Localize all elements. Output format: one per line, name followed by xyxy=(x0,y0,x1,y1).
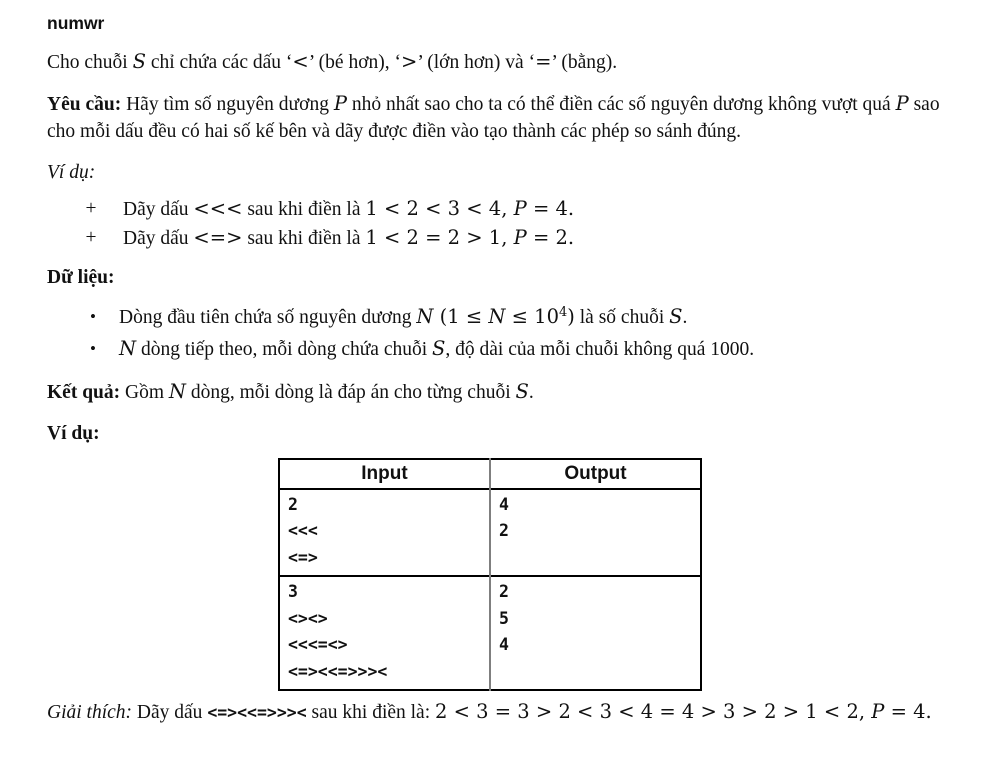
output-cell xyxy=(490,576,701,690)
code-line: <=><<=>>>< xyxy=(288,661,388,681)
table-row xyxy=(279,576,701,690)
explanation-paragraph: Giải thích: Dãy dấu <=><<=>>>< sau khi điền là: 2 < 3 = 3 > 2 < 3 < 4 = 4 > 3 > 2 > 1 < 2, P = 4. xyxy=(47,700,932,723)
list-item-text: Dãy dấu <<< sau khi điền là 1 < 2 < 3 < 4, P = 4. xyxy=(123,197,575,220)
list-item-text: N dòng tiếp theo, mỗi dòng chứa chuỗi S, độ dài của mỗi chuỗi không quá 1000. xyxy=(119,337,755,360)
bullet-marker: • xyxy=(90,307,96,326)
list-item xyxy=(47,195,944,224)
code-line: 4 xyxy=(499,635,509,654)
inline-example-list xyxy=(47,195,944,252)
code-line: 5 xyxy=(499,608,509,628)
data-bullet-list xyxy=(47,302,944,364)
problem-title: numwr xyxy=(47,13,105,33)
example-table xyxy=(278,458,702,692)
code-line: 2 xyxy=(288,494,298,514)
code-line: <=> xyxy=(288,547,318,567)
data-section-label: Dữ liệu: xyxy=(47,267,115,288)
code-line: 2 xyxy=(499,521,509,540)
input-cell xyxy=(279,489,490,577)
result-paragraph: Kết quả: Gồm N dòng, mỗi dòng là đáp án cho từng chuỗi S. xyxy=(47,380,534,403)
plus-marker: + xyxy=(85,198,97,219)
input-cell xyxy=(279,576,490,690)
bullet-marker: • xyxy=(90,339,96,358)
list-item-text: Dãy dấu <=> sau khi điền là 1 < 2 = 2 > 1, P = 2. xyxy=(123,225,575,249)
intro-paragraph: Cho chuỗi S chỉ chứa các dấu ‘<’ (bé hơn), ‘>’ (lớn hơn) và ‘=’ (bằng). xyxy=(47,50,618,73)
table-row xyxy=(279,489,701,577)
plus-marker: + xyxy=(85,226,97,248)
code-line: 3 xyxy=(288,582,298,601)
example-section-label: Ví dụ: xyxy=(47,422,100,444)
code-line: <><> xyxy=(288,608,328,628)
list-item-text: Dòng đầu tiên chứa số nguyên dương N $(1 \le N \le 10^4)$ là số chuỗi S. xyxy=(119,305,688,328)
table-header-row xyxy=(279,459,701,489)
table-header-input: Input xyxy=(361,462,408,484)
table-header-output: Output xyxy=(490,459,701,489)
code-line: 2 xyxy=(499,582,509,601)
list-item xyxy=(47,334,944,364)
code-line: <<<=<> xyxy=(288,635,348,654)
code-line: <<< xyxy=(288,521,318,540)
code-line: 4 xyxy=(499,494,509,514)
requirement-paragraph: Yêu cầu: Hãy tìm số nguyên dương P nhỏ nhất sao cho ta có thể điền các số nguyên dương không vượt quá P sao cho mỗi dấu đều có hai số kế bên và dãy được điền vào tạo thành các phép so sánh đúng. xyxy=(47,91,940,142)
list-item xyxy=(47,302,944,334)
examples-label-italic: Ví dụ: xyxy=(47,161,96,183)
output-cell xyxy=(490,489,701,577)
list-item xyxy=(47,224,944,253)
